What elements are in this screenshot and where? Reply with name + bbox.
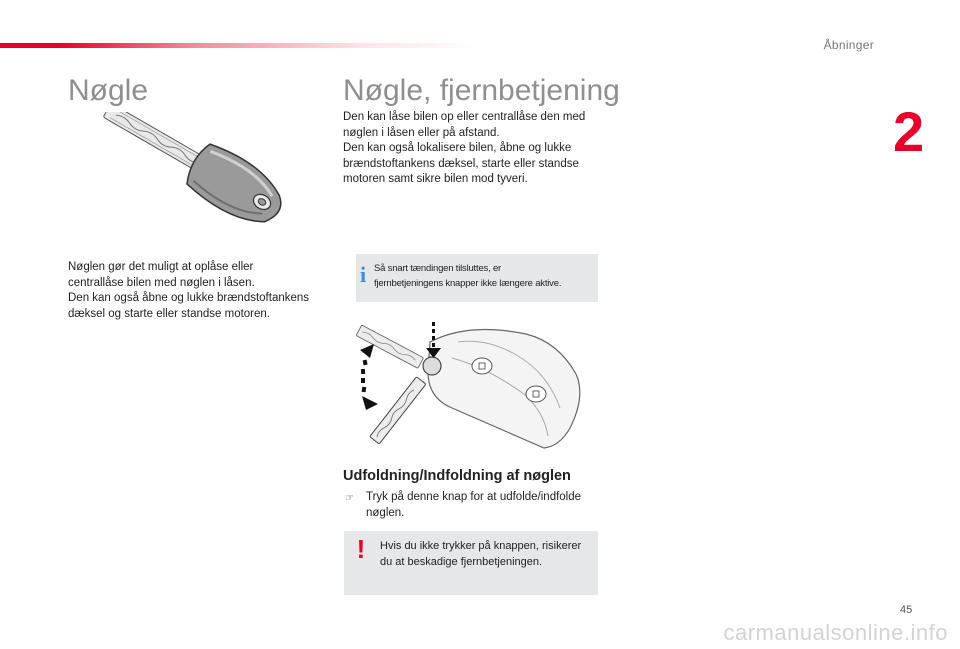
text-line: Den kan også lokalisere bilen, åbne og lukke xyxy=(343,142,572,155)
bullet-text xyxy=(366,490,601,521)
warning-note-text xyxy=(380,539,594,570)
text-line: Tryk på denne knap for at udfolde/indfolde xyxy=(366,491,582,503)
text-line: Nøglen gør det muligt at oplåse eller xyxy=(68,261,254,273)
text-line: Den kan også åbne og lukke brændstoftankens xyxy=(68,292,310,305)
header-accent-bar xyxy=(0,43,480,48)
section-label: Åbninger xyxy=(823,38,874,52)
right-description xyxy=(343,110,601,188)
left-title: Nøgle xyxy=(68,74,149,107)
info-note-text xyxy=(374,261,596,291)
text-line: brændstoftankens dæksel, starte eller standse xyxy=(343,157,579,170)
text-line: motoren samt sikre bilen mod tyveri. xyxy=(343,173,528,186)
text-line: nøglen. xyxy=(366,506,405,519)
right-title: Nøgle, fjernbetjening xyxy=(343,74,620,107)
text-line: nøglen i låsen eller på afstand. xyxy=(343,126,500,139)
watermark: carmanualsonline.info xyxy=(723,620,948,645)
unfold-subheading: Udfoldning/Indfoldning af nøglen xyxy=(343,468,571,484)
pointing-hand-icon: ☞ xyxy=(345,493,354,504)
text-line: Så snart tændingen tilsluttes, er xyxy=(374,263,501,274)
text-line: centrallåse bilen med nøglen i låsen. xyxy=(68,276,255,289)
chapter-number: 2 xyxy=(893,100,925,163)
text-line: fjernbetjeningens knapper ikke længere aktive. xyxy=(374,278,562,289)
key-illustration xyxy=(92,112,298,256)
text-line: Den kan låse bilen op eller centrallåse den med xyxy=(343,111,586,123)
info-icon: i xyxy=(359,262,367,287)
text-line: Hvis du ikke trykker på knappen, risikerer xyxy=(380,540,582,552)
text-line: dæksel og starte eller standse motoren. xyxy=(68,307,270,320)
left-description xyxy=(68,260,326,322)
page-number: 45 xyxy=(900,604,913,616)
exclamation-icon: ! xyxy=(356,534,366,564)
text-line: du at beskadige fjernbetjeningen. xyxy=(380,555,543,568)
remote-key-illustration xyxy=(348,312,590,458)
